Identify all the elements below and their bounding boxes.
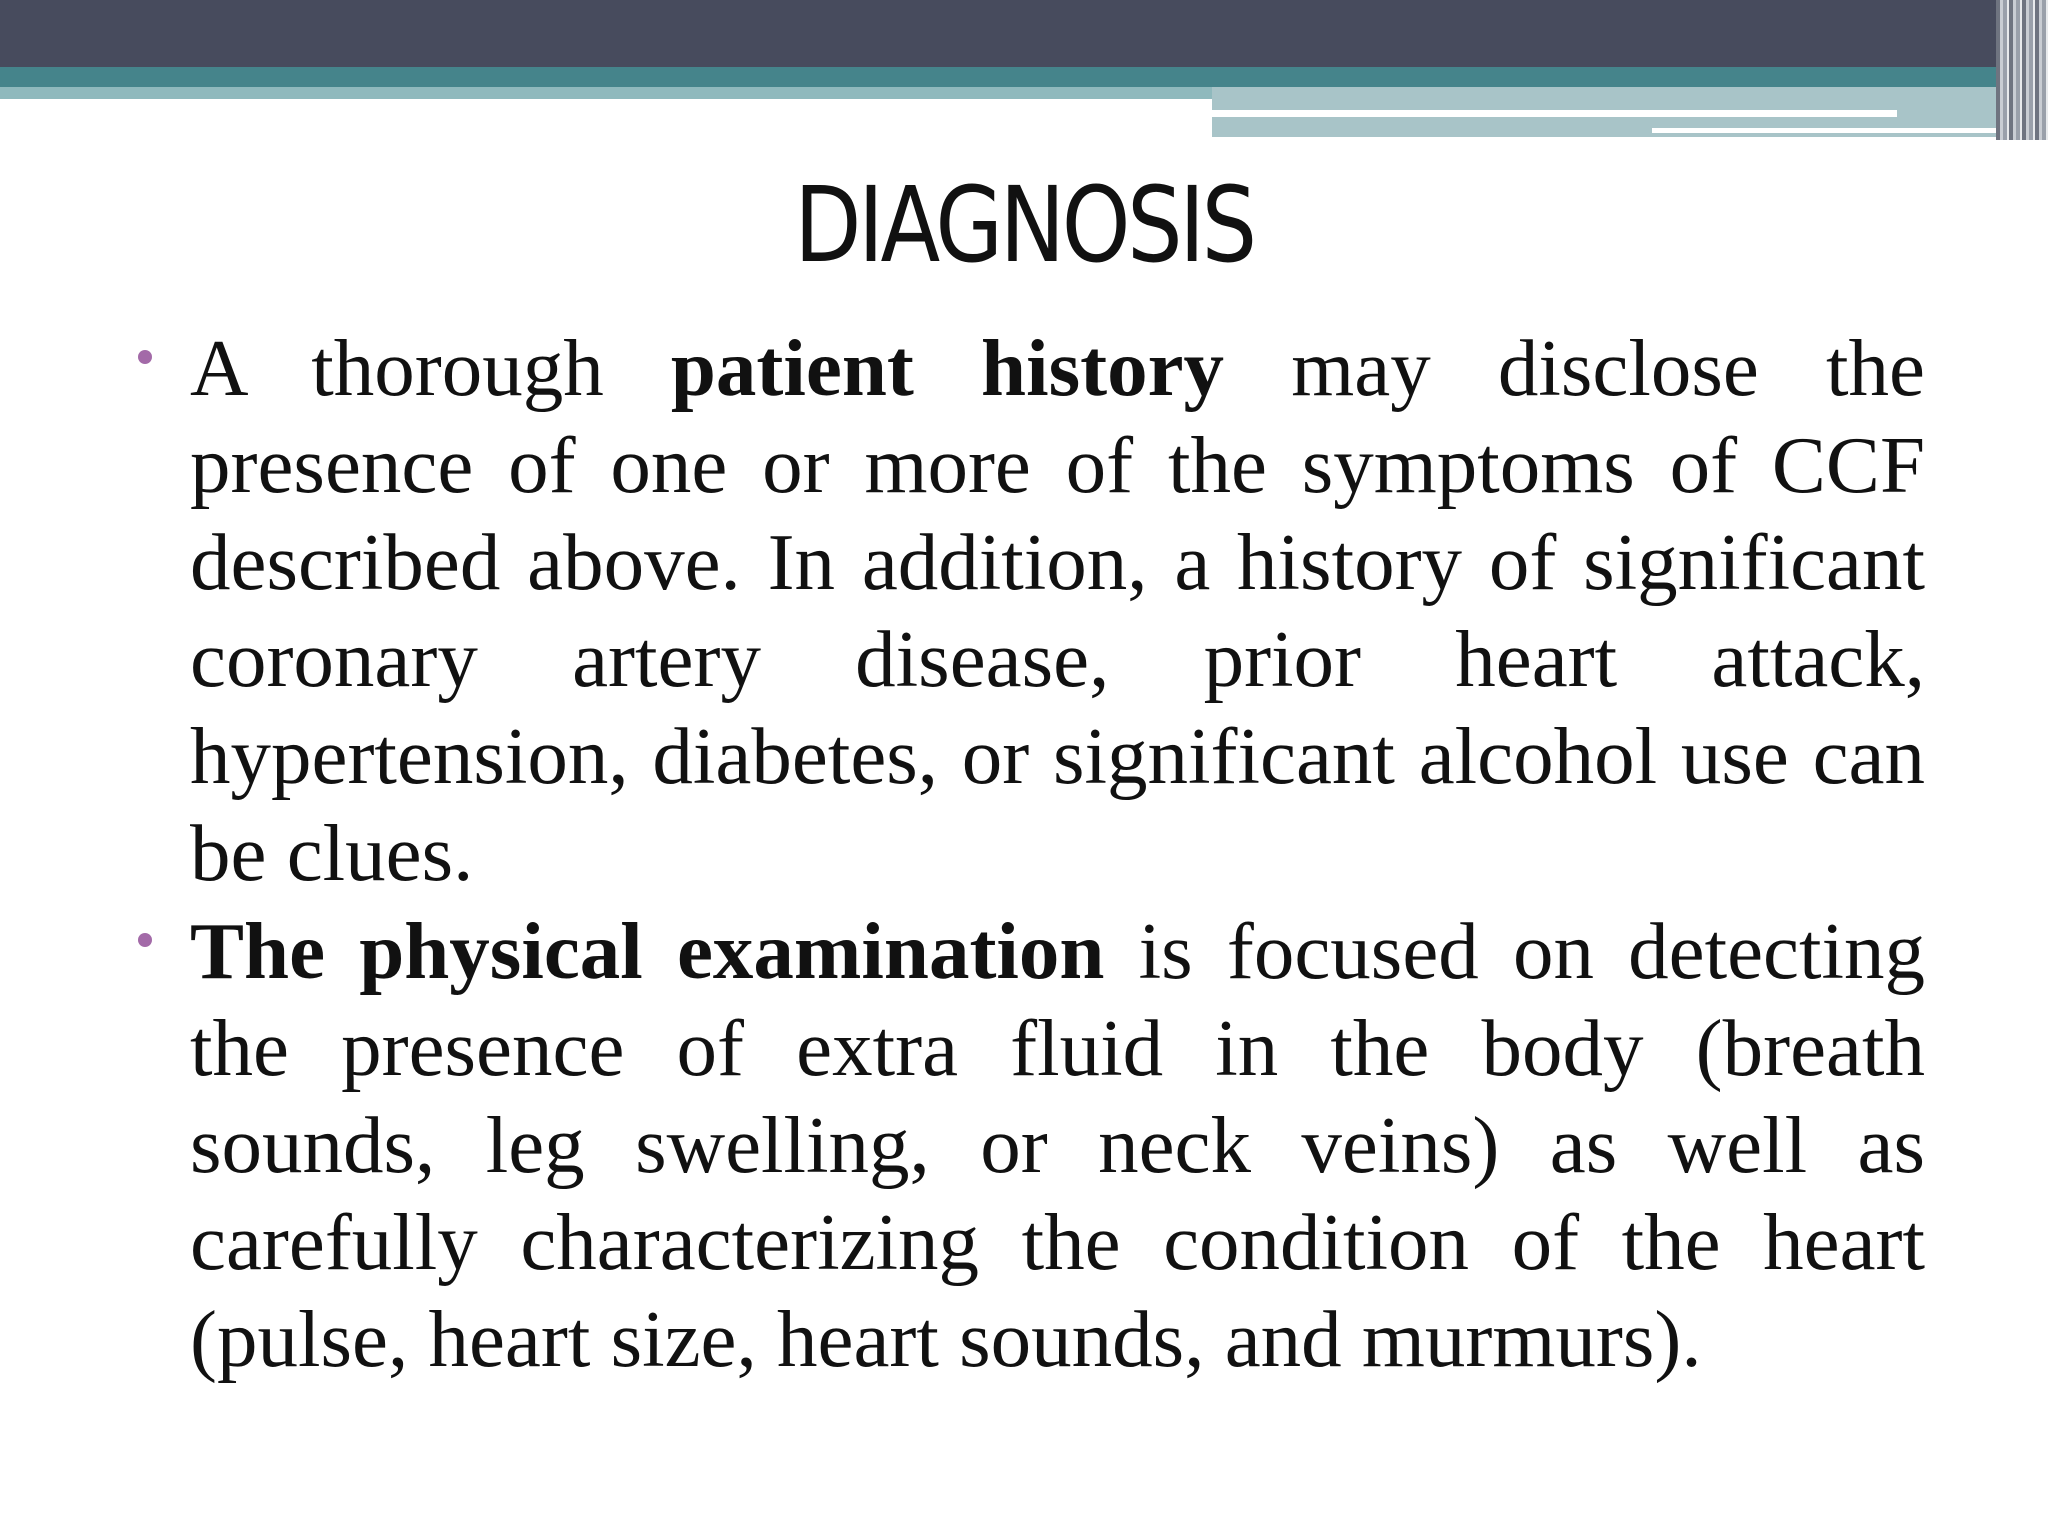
- bullet-emphasis: patient history: [670, 323, 1225, 413]
- bullet-item-patient-history: [190, 320, 1925, 902]
- bullet-dot-icon: [138, 350, 152, 364]
- bullet-text: A thorough: [190, 323, 671, 413]
- bullet-text: may disclose the presence of one or more of the symptoms of CCF described above. In addition, a history of significant coronary artery disease, prior heart attack, hypertension, diabetes, or significant alcohol use can be clues.: [190, 323, 1925, 898]
- bullet-emphasis: The physical examination: [190, 906, 1105, 996]
- header-banner-dark: [0, 0, 2048, 67]
- header-banner-strip-2: [1652, 128, 2012, 133]
- header-banner-teal: [0, 67, 2048, 87]
- bullet-item-physical-examination: [190, 903, 1925, 1388]
- header-side-stripes: [1996, 0, 2048, 140]
- header-banner-light-left: [0, 87, 1212, 99]
- slide-title: DIAGNOSIS: [794, 164, 1254, 286]
- bullet-dot-icon: [138, 933, 152, 947]
- header-banner-strip: [1212, 110, 1897, 117]
- bullet-text: is focused on detecting the presence of extra fluid in the body (breath sounds, leg swelling, or neck veins) as well as carefully characterizing the condition of the heart (pulse, heart size, heart sounds, and murmurs).: [190, 906, 1925, 1384]
- bullet-list: [190, 320, 1925, 1389]
